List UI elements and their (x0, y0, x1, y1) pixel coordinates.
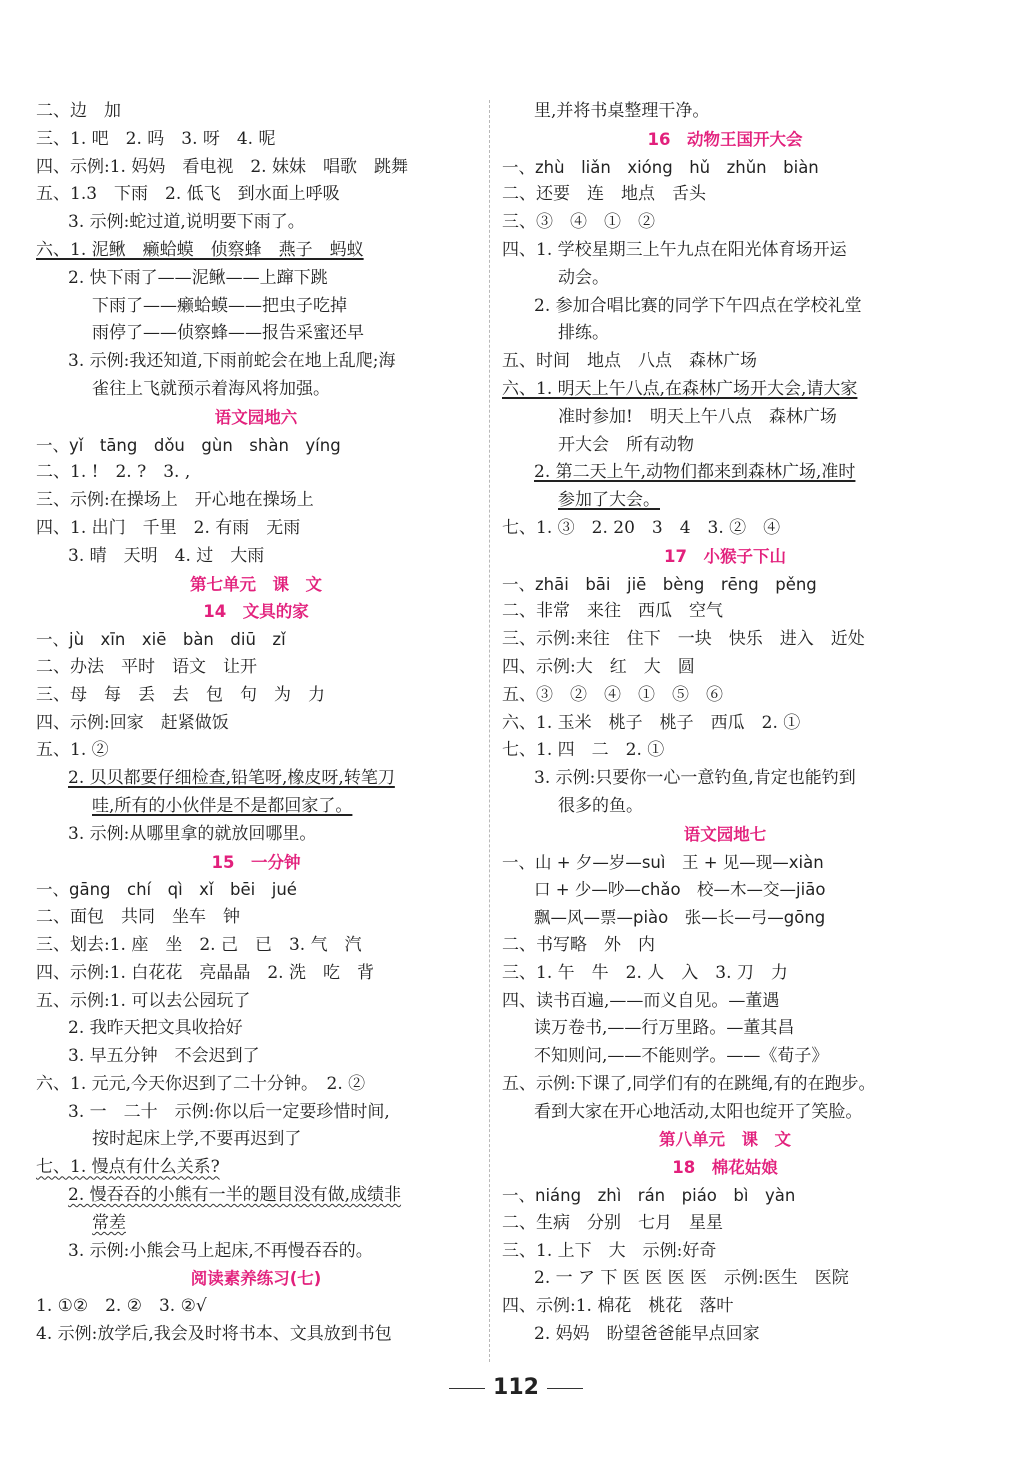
answer-text: 五、1. ② (36, 740, 109, 761)
answer-line (36, 265, 476, 293)
answer-text: 五、示例:1. 可以去公园玩了 (36, 990, 251, 1011)
answer-text: 3. 一 二十 示例:你以后一定要珍惜时间, (68, 1101, 390, 1122)
answer-line (36, 237, 476, 265)
answer-line (502, 960, 948, 988)
answer-text: 常差 (92, 1212, 126, 1233)
answer-line (502, 432, 948, 460)
answer-text: 四、示例:1. 妈妈 看电视 2. 妹妹 唱歌 跳舞 (36, 156, 408, 177)
section-heading (36, 849, 476, 877)
answer-text: 二、面包 共同 坐车 钟 (36, 907, 240, 928)
answer-text: 2. 一 ア 下 医 医 医 医 示例:医生 医院 (534, 1268, 849, 1289)
answer-line (502, 765, 948, 793)
section-heading (502, 1154, 948, 1182)
answer-line (36, 876, 476, 904)
answer-line (502, 710, 948, 738)
answer-text: 动会。 (558, 267, 609, 288)
answer-line (36, 126, 476, 154)
answer-line (36, 988, 476, 1016)
answer-text: 一、niáng zhì rán piáo bì yàn (502, 1186, 796, 1206)
answer-line (502, 793, 948, 821)
answer-text: 七、1. 四 二 2. ① (502, 740, 665, 761)
answer-line (36, 515, 476, 543)
answer-text: 一、yǐ tāng dǒu gùn shàn yíng (36, 435, 341, 455)
answer-line (502, 404, 948, 432)
answer-text: 四、1. 出门 千里 2. 有雨 无雨 (36, 517, 301, 538)
answer-text: 3. 示例:小熊会马上起床,不再慢吞吞的。 (68, 1240, 373, 1261)
answer-line (502, 320, 948, 348)
answer-text: 三、③ ④ ① ② (502, 212, 655, 233)
answer-text: 参加了大会。 (558, 490, 660, 511)
answer-line (502, 1099, 948, 1127)
section-heading (36, 404, 476, 432)
answer-line (502, 515, 948, 543)
answer-text: 不知则问,——不能则学。——《荀子》 (534, 1046, 829, 1067)
page-number-dash-left (449, 1388, 485, 1389)
answer-text: 2. 贝贝都要仔细检查,铅笔呀,橡皮呀,转笔刀 (68, 768, 395, 789)
answer-line (502, 459, 948, 487)
answer-line (502, 1238, 948, 1266)
answer-line (36, 682, 476, 710)
answer-line (502, 1265, 948, 1293)
answer-line (36, 1210, 476, 1238)
answer-text: 18 棉花姑娘 (672, 1158, 778, 1178)
answer-line (36, 459, 476, 487)
answer-line (36, 348, 476, 376)
section-heading (36, 571, 476, 599)
answer-line (502, 1293, 948, 1321)
answer-line (502, 376, 948, 404)
section-heading (502, 543, 948, 571)
answer-text: 3. 示例:只要你一心一意钓鱼,肯定也能钓到 (534, 768, 856, 789)
section-heading (36, 598, 476, 626)
answer-text: 2. 第二天上午,动物们都来到森林广场,准时 (534, 462, 856, 483)
answer-line (36, 737, 476, 765)
answer-text: 四、示例:1. 棉花 桃花 落叶 (502, 1296, 734, 1317)
answer-text: 二、办法 平时 语文 让开 (36, 656, 257, 677)
page-number-dash-right (547, 1388, 583, 1389)
answer-text: 一、jù xīn xiē bàn diū zǐ (36, 630, 286, 650)
answer-text: 三、1. 上下 大 示例:好奇 (502, 1240, 717, 1261)
answer-line (502, 849, 948, 877)
answer-text: 口 + 少—吵—chǎo 校—木—交—jiāo (534, 880, 826, 900)
answer-text: 三、1. 吧 2. 吗 3. 呀 4. 呢 (36, 128, 276, 149)
answer-text: 一、zhāi bāi jiē bèng rēng pěng (502, 574, 817, 594)
answer-text: 二、1. ! 2. ? 3. , (36, 462, 191, 483)
answer-line (502, 682, 948, 710)
answer-line (502, 1071, 948, 1099)
answer-line (36, 293, 476, 321)
answer-text: 3. 示例:我还知道,下雨前蛇会在地上乱爬;海 (68, 351, 396, 372)
answer-line (502, 988, 948, 1016)
answer-text: 四、1. 学校星期三上午九点在阳光体育场开运 (502, 239, 847, 260)
answer-text: 二、书写略 外 内 (502, 934, 655, 955)
answer-line (502, 1015, 948, 1043)
answer-text: 三、1. 午 牛 2. 人 入 3. 刀 力 (502, 962, 788, 983)
answer-line (36, 960, 476, 988)
answer-line (36, 654, 476, 682)
answer-line (36, 320, 476, 348)
answer-text: 第七单元 课 文 (190, 574, 322, 594)
section-heading (502, 821, 948, 849)
answer-line (502, 571, 948, 599)
answer-text: 六、1. 泥鳅 癞蛤蟆 侦察蜂 燕子 蚂蚁 (36, 239, 364, 260)
answer-text: 4. 示例:放学后,我会及时将书本、文具放到书包 (36, 1324, 392, 1345)
answer-text: 2. 快下雨了——泥鳅——上蹿下跳 (68, 267, 328, 288)
answer-text: 里,并将书桌整理干净。 (534, 101, 710, 121)
answer-text: 语文园地七 (683, 824, 767, 844)
answer-line (36, 1099, 476, 1127)
answer-text: 17 小猴子下山 (664, 546, 786, 566)
column-divider (489, 100, 490, 1362)
answer-text: 四、示例:回家 赶紧做饭 (36, 712, 229, 733)
answer-text: 14 文具的家 (203, 602, 309, 622)
answer-text: 1. ①② 2. ② 3. ②√ (36, 1296, 207, 1317)
answer-line (36, 1182, 476, 1210)
answer-text: 五、示例:下课了,同学们有的在跳绳,有的在跑步。 (502, 1073, 876, 1094)
answer-line (502, 181, 948, 209)
answer-line (36, 543, 476, 571)
answer-line (502, 876, 948, 904)
answer-line (502, 598, 948, 626)
answer-text: 四、示例:大 红 大 圆 (502, 656, 695, 677)
answer-text: 五、1.3 下雨 2. 低飞 到水面上呼吸 (36, 184, 340, 205)
answer-text: 三、母 每 丢 去 包 句 为 力 (36, 684, 325, 705)
answer-text: 三、示例:在操场上 开心地在操场上 (36, 490, 314, 511)
answer-line (36, 821, 476, 849)
answer-line (502, 654, 948, 682)
answer-text: 三、划去:1. 座 坐 2. 己 已 3. 气 汽 (36, 934, 362, 955)
page-number (0, 1375, 1032, 1400)
answer-text: 三、示例:来往 住下 一块 快乐 进入 近处 (502, 629, 865, 650)
answer-line (502, 98, 948, 126)
answer-text: 排练。 (558, 323, 609, 344)
answer-line (502, 1043, 948, 1071)
answer-text: 五、③ ② ④ ① ⑤ ⑥ (502, 684, 723, 705)
answer-text: 飘—风—票—piào 张—长—弓—gōng (534, 908, 826, 928)
answer-text: 3. 早五分钟 不会迟到了 (68, 1046, 260, 1067)
answer-text: 2. 妈妈 盼望爸爸能早点回家 (534, 1324, 760, 1345)
section-heading (502, 1126, 948, 1154)
answer-text: 15 一分钟 (211, 852, 301, 872)
section-heading (36, 1265, 476, 1293)
answer-line (36, 154, 476, 182)
answer-line (36, 793, 476, 821)
answer-text: 哇,所有的小伙伴是不是都回家了。 (92, 795, 353, 816)
answer-text: 七、1. ③ 2. 20 3 4 3. ② ④ (502, 517, 781, 538)
answer-text: 六、1. 元元,今天你迟到了二十分钟。 2. ② (36, 1073, 366, 1094)
answer-line (502, 209, 948, 237)
answer-text: 五、时间 地点 八点 森林广场 (502, 351, 757, 372)
answer-line (36, 1238, 476, 1266)
right-answer-column (502, 98, 948, 1349)
answer-line (36, 932, 476, 960)
answer-text: 语文园地六 (214, 407, 298, 427)
answer-line (502, 154, 948, 182)
answer-text: 六、1. 明天上午八点,在森林广场开大会,请大家 (502, 378, 858, 399)
answer-line (36, 1126, 476, 1154)
answer-text: 按时起床上学,不要再迟到了 (92, 1129, 302, 1150)
answer-text: 二、还要 连 地点 舌头 (502, 184, 706, 205)
answer-text: 看到大家在开心地活动,太阳也绽开了笑脸。 (534, 1101, 863, 1122)
answer-line (502, 737, 948, 765)
answer-text: 阅读素养练习(七) (190, 1269, 322, 1289)
answer-text: 二、非常 来往 西瓜 空气 (502, 601, 723, 622)
answer-line (36, 1071, 476, 1099)
answer-text: 六、1. 玉米 桃子 桃子 西瓜 2. ① (502, 712, 801, 733)
answer-line (36, 209, 476, 237)
answer-text: 七、1. 慢点有什么关系? (36, 1157, 220, 1178)
answer-text: 3. 示例:从哪里拿的就放回哪里。 (68, 823, 317, 844)
answer-text: 2. 慢吞吞的小熊有一半的题目没有做,成绩非 (68, 1185, 402, 1206)
answer-text: 四、读书百遍,——而义自见。—董遇 (502, 990, 780, 1011)
answer-line (502, 348, 948, 376)
answer-text: 二、生病 分别 七月 星星 (502, 1212, 723, 1233)
answer-text: 2. 我昨天把文具收拾好 (68, 1018, 243, 1039)
answer-line (502, 1182, 948, 1210)
answer-line (36, 1321, 476, 1349)
answer-text: 3. 示例:蛇过道,说明要下雨了。 (68, 212, 305, 233)
left-answer-column (36, 98, 476, 1349)
answer-text: 很多的鱼。 (558, 795, 643, 816)
answer-line (36, 626, 476, 654)
answer-text: 下雨了——癞蛤蟆——把虫子吃掉 (92, 295, 347, 316)
answer-text: 开大会 所有动物 (558, 434, 694, 455)
answer-text: 四、示例:1. 白花花 亮晶晶 2. 洗 吃 背 (36, 962, 374, 983)
answer-text: 第八单元 课 文 (659, 1130, 791, 1150)
answer-line (36, 432, 476, 460)
answer-line (502, 237, 948, 265)
answer-line (36, 1154, 476, 1182)
answer-line (36, 1043, 476, 1071)
answer-line (36, 904, 476, 932)
answer-line (502, 932, 948, 960)
section-heading (502, 126, 948, 154)
answer-line (36, 376, 476, 404)
answer-line (502, 293, 948, 321)
answer-line (36, 765, 476, 793)
answer-text: 一、山 + 夕—岁—suì 王 + 见—现—xiàn (502, 852, 824, 872)
answer-text: 2. 参加合唱比赛的同学下午四点在学校礼堂 (534, 295, 862, 316)
answer-line (502, 904, 948, 932)
answer-line (36, 1293, 476, 1321)
answer-line (502, 1321, 948, 1349)
answer-text: 一、zhù liǎn xióng hǔ zhǔn biàn (502, 157, 819, 177)
answer-text: 读万卷书,——行万里路。—董其昌 (534, 1018, 795, 1039)
page-number-text: 112 (493, 1375, 539, 1400)
answer-line (502, 487, 948, 515)
answer-text: 16 动物王国开大会 (647, 129, 803, 149)
answer-line (502, 626, 948, 654)
answer-line (36, 487, 476, 515)
answer-line (36, 710, 476, 738)
answer-line (36, 98, 476, 126)
answer-text: 一、gāng chí qì xǐ bēi jué (36, 880, 297, 900)
answer-text: 准时参加! 明天上午八点 森林广场 (558, 406, 837, 427)
answer-line (502, 1210, 948, 1238)
answer-text: 二、边 加 (36, 101, 121, 121)
answer-text: 3. 晴 天明 4. 过 大雨 (68, 545, 265, 566)
answer-line (36, 1015, 476, 1043)
answer-text: 雨停了——侦察蜂——报告采蜜还早 (92, 323, 364, 344)
answer-text: 雀往上飞就预示着海风将加强。 (92, 378, 330, 399)
answer-line (36, 181, 476, 209)
answer-line (502, 265, 948, 293)
